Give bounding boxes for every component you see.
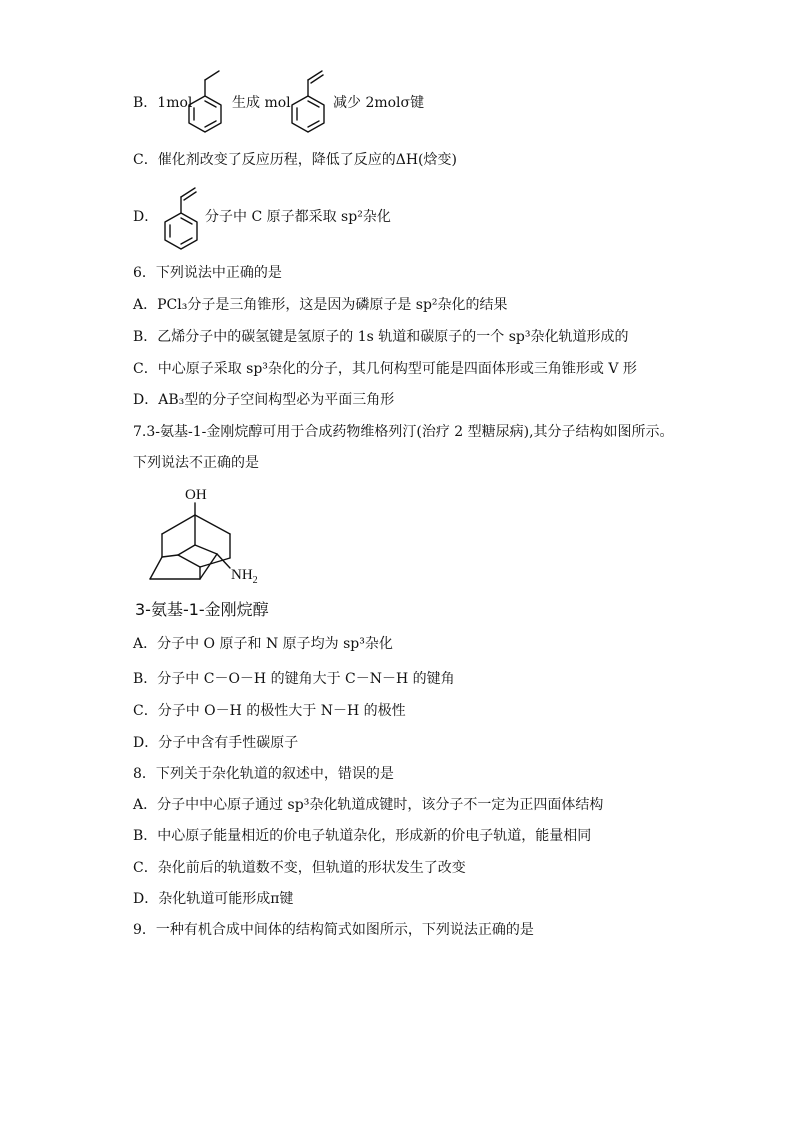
- figure-caption: 3-氨基-1-金刚烷醇: [135, 600, 269, 619]
- q7-option-a: A．分子中 O 原子和 N 原子均为 sp³杂化: [133, 636, 393, 652]
- q7-option-c: C．分子中 O－H 的极性大于 N－H 的极性: [133, 703, 406, 719]
- q5-option-b-prefix: B．1mol: [133, 95, 193, 111]
- ethylbenzene-structure: [183, 66, 229, 138]
- q5-option-b-suffix: 减少 2molσ键: [333, 95, 425, 111]
- q6-option-b: B．乙烯分子中的碳氢键是氢原子的 1s 轨道和碳原子的一个 sp³杂化轨道形成的: [133, 329, 629, 345]
- q7-stem-line1: 7.3-氨基-1-金刚烷醇可用于合成药物维格列汀(治疗 2 型糖尿病),其分子结构如图所示。: [133, 424, 674, 440]
- styrene-structure: [286, 60, 332, 138]
- q5-option-c: C．催化剂改变了反应历程，降低了反应的ΔH(焓变): [133, 152, 457, 168]
- nh2-label: $NH_2$: [231, 567, 258, 586]
- q5-option-b-mid: 生成 mol: [232, 95, 291, 111]
- aminoadamantanol-structure: [140, 482, 280, 592]
- q8-option-d: D．杂化轨道可能形成π键: [133, 891, 294, 907]
- styrene-structure-d: [159, 177, 205, 255]
- q7-stem-line2: 下列说法不正确的是: [133, 455, 259, 471]
- q8-option-a: A．分子中中心原子通过 sp³杂化轨道成键时，该分子不一定为正四面体结构: [133, 797, 604, 813]
- q6-option-a: A．PCl₃分子是三角锥形，这是因为磷原子是 sp²杂化的结果: [133, 297, 508, 313]
- q7-option-d: D．分子中含有手性碳原子: [133, 735, 299, 751]
- q5-option-d-suffix: 分子中 C 原子都采取 sp²杂化: [205, 209, 391, 225]
- oh-label: OH: [185, 487, 207, 503]
- q8-option-c: C．杂化前后的轨道数不变，但轨道的形状发生了改变: [133, 860, 466, 876]
- q6-option-d: D．AB₃型的分子空间构型必为平面三角形: [133, 392, 395, 408]
- q8-stem: 8．下列关于杂化轨道的叙述中，错误的是: [133, 766, 394, 782]
- q6-stem: 6．下列说法中正确的是: [133, 265, 282, 281]
- q5-option-d-prefix: D．: [133, 209, 159, 225]
- q8-option-b: B．中心原子能量相近的价电子轨道杂化，形成新的价电子轨道，能量相同: [133, 828, 592, 844]
- q7-option-b: B．分子中 C－O－H 的键角大于 C－N－H 的键角: [133, 671, 455, 687]
- q9-stem: 9．一种有机合成中间体的结构简式如图所示，下列说法正确的是: [133, 922, 534, 938]
- q6-option-c: C．中心原子采取 sp³杂化的分子，其几何构型可能是四面体形或三角锥形或 V 形: [133, 361, 637, 377]
